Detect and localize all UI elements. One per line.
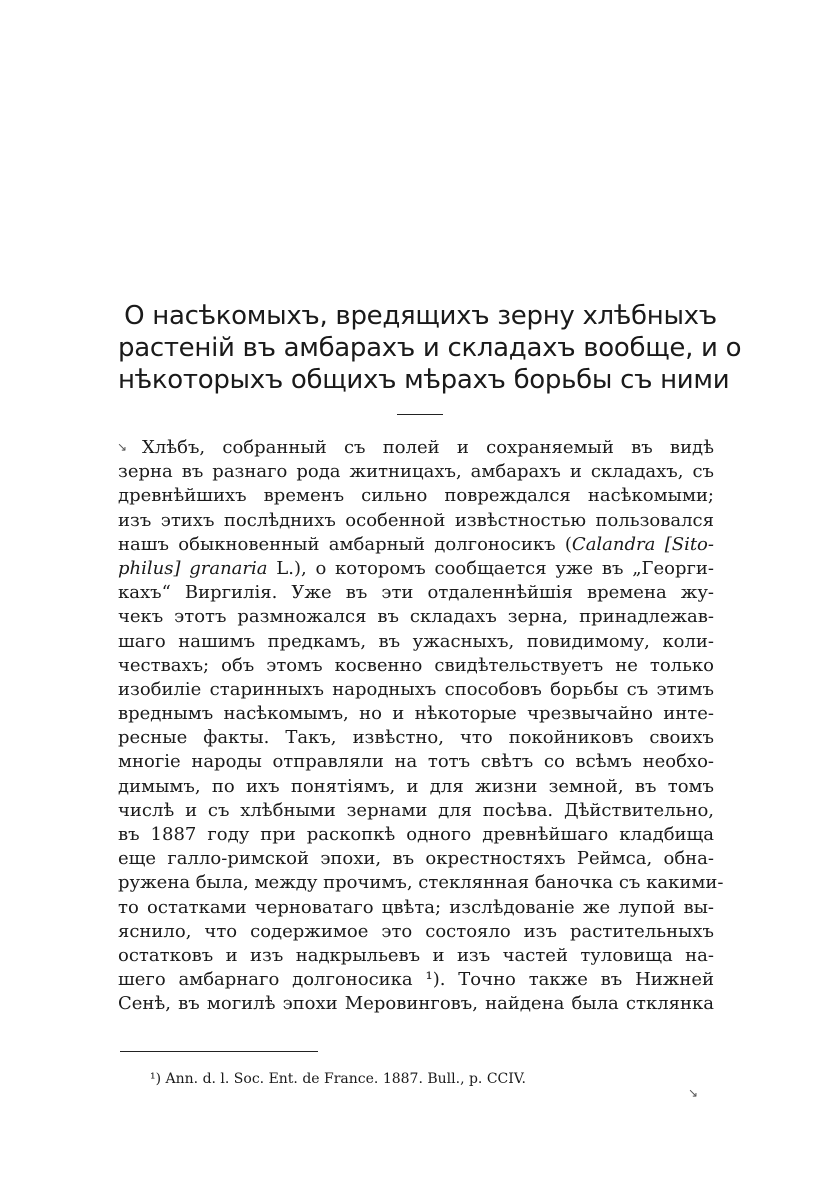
scan-mark: ↘	[117, 440, 128, 454]
body-line-part: нашъ обыкновенный амбарный долгоносикъ (	[118, 533, 572, 555]
body-line: числѣ и съ хлѣбными зернами для посѣва. Дѣйствительно,	[118, 799, 714, 821]
body-line: многіе народы отправляли на тотъ свѣтъ со всѣмъ необхо-	[118, 751, 714, 773]
body-line: чествахъ; объ этомъ косвенно свидѣтельствуетъ не только	[118, 654, 714, 676]
body-line: ружена была, между прочимъ, стеклянная баночка съ какими-	[118, 872, 724, 894]
footnote: ¹) Ann. d. l. Soc. Ent. de France. 1887. Bull., p. CCIV.	[150, 1071, 526, 1087]
body-line: шаго нашимъ предкамъ, въ ужасныхъ, повидимому, коли-	[118, 630, 714, 652]
body-line: зерна въ разнаго рода житницахъ, амбарахъ и складахъ, съ	[118, 461, 714, 483]
body-line: кахъ“ Виргилія. Уже въ эти отдаленнѣйшія времена жу-	[118, 582, 714, 604]
body-line: димымъ, по ихъ понятіямъ, и для жизни земной, въ томъ	[118, 775, 714, 797]
body-line: чекъ этотъ размножался въ складахъ зерна, принадлежав-	[118, 606, 714, 628]
footnote-divider	[120, 1051, 318, 1052]
body-line: изъ этихъ послѣднихъ особенной извѣстностью пользовался	[118, 509, 714, 531]
body-line: изобиліе старинныхъ народныхъ способовъ борьбы съ этимъ	[118, 678, 714, 700]
body-line: вреднымъ насѣкомымъ, но и нѣкоторые чрезвычайно инте-	[118, 703, 714, 725]
body-line: Сенѣ, въ могилѣ эпохи Меровинговъ, найдена была стклянка	[118, 993, 714, 1015]
body-line: то остатками черноватаго цвѣта; изслѣдованіе же лупой вы-	[118, 896, 714, 918]
body-line	[118, 533, 714, 557]
body-line: остатковъ и изъ надкрыльевъ и изъ частей туловища на-	[118, 944, 714, 966]
title-line-1: О насѣкомыхъ, вредящихъ зерну хлѣбныхъ	[124, 301, 717, 331]
body-line: еще галло-римской эпохи, въ окрестностяхъ Реймса, обна-	[118, 848, 714, 870]
title-line-2: растеній въ амбарахъ и складахъ вообще, и о	[118, 333, 742, 363]
species-name: Calandra [Sito-	[571, 533, 714, 555]
body-line: шего амбарнаго долгоносика ¹). Точно также въ Нижней	[118, 969, 714, 991]
body-line: ресные факты. Такъ, извѣстно, что покойниковъ своихъ	[118, 727, 714, 749]
article-title	[118, 300, 742, 396]
body-line-part: L.), о которомъ сообщается уже въ „Георги-	[267, 557, 714, 579]
body-line: яснило, что содержимое это состояло изъ растительныхъ	[118, 920, 714, 942]
body-line: Хлѣбъ, собранный съ полей и сохраняемый въ видѣ	[142, 437, 714, 458]
body-line: въ 1887 году при раскопкѣ одного древнѣйшаго кладбища	[118, 824, 714, 845]
body-text	[118, 436, 724, 1017]
title-divider	[397, 414, 443, 415]
title-line-3: нѣкоторыхъ общихъ мѣрахъ борьбы съ ними	[118, 365, 730, 395]
scan-mark: ↘	[688, 1086, 699, 1100]
body-line	[118, 557, 714, 581]
body-line: древнѣйшихъ временъ сильно повреждался насѣкомыми;	[118, 485, 714, 507]
species-name: philus] granaria	[118, 557, 268, 579]
